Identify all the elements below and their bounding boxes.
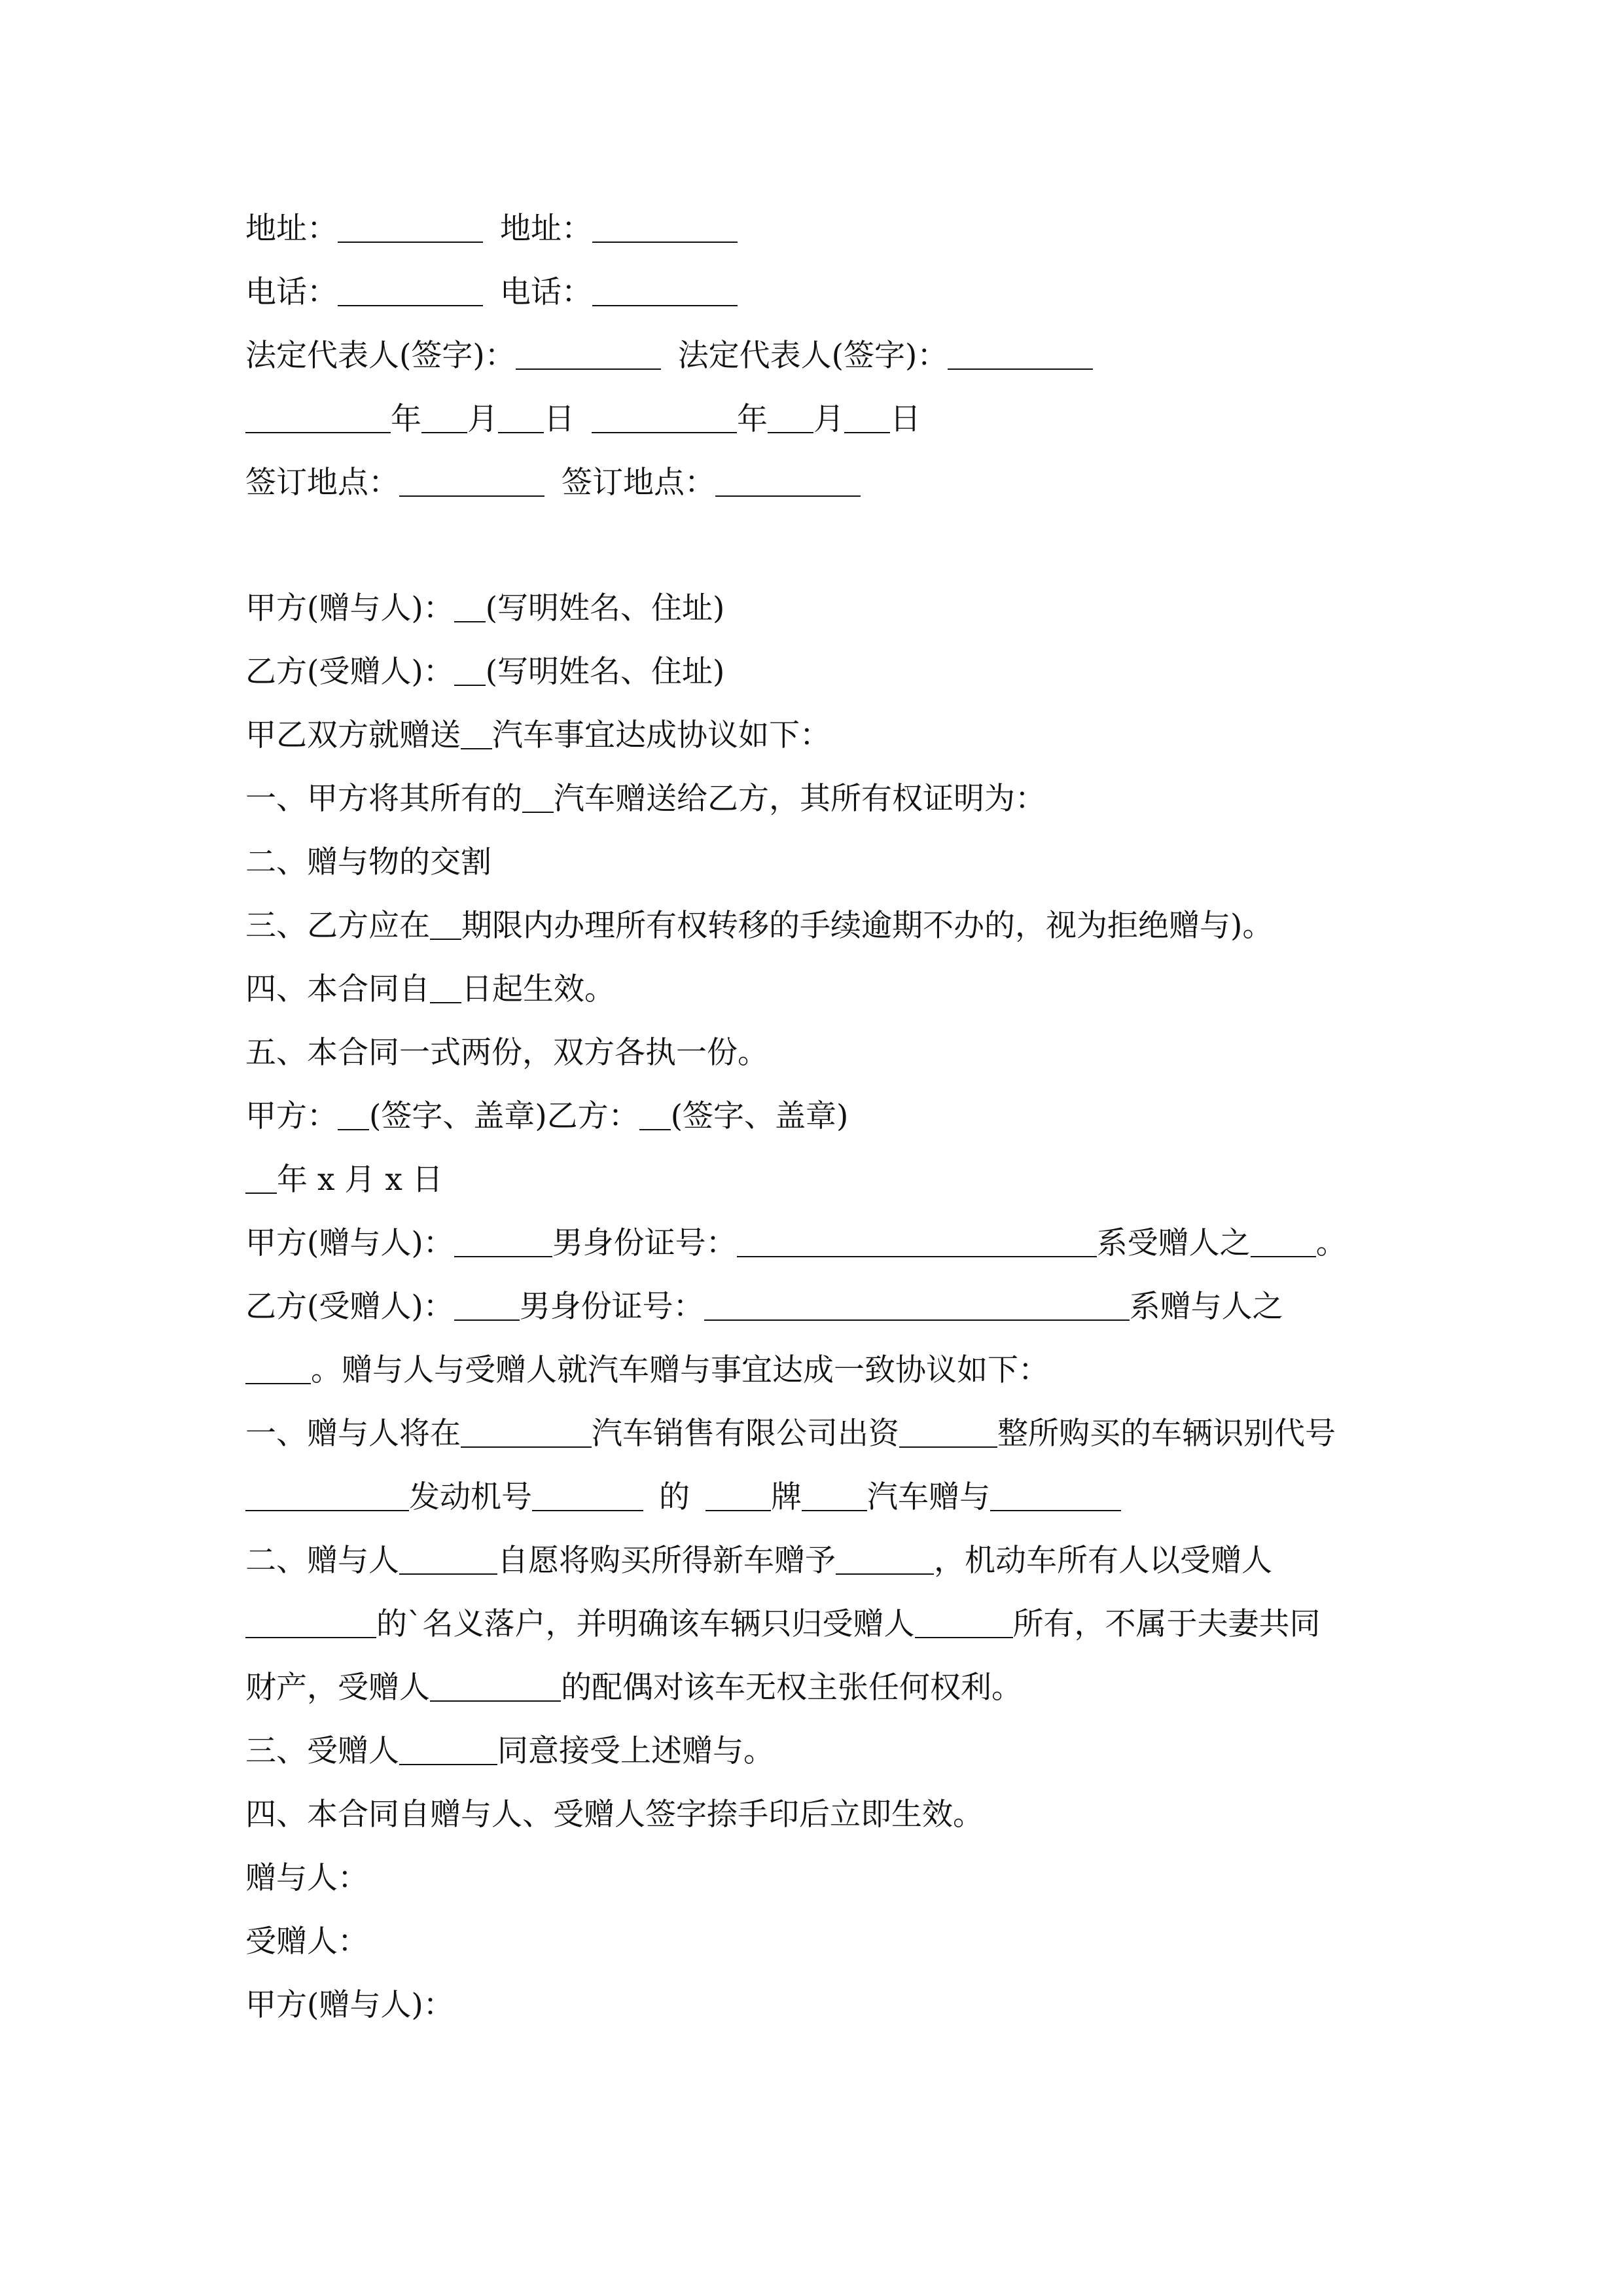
donor-label: 甲方(赠与人)： [245,1225,454,1261]
punctuation: 。 [1315,1225,1347,1261]
clause-text: 期限内办理所有权转移的手续逾期不办的，视为拒绝赠与)。 [461,908,1274,944]
clause-text: 发动机号 [409,1479,532,1515]
clause-1-line-1 [245,1414,1336,1454]
clause-5 [245,1033,768,1073]
clause-text: 二、赠与物的交割 [245,844,491,880]
clause-text: 整所购买的车辆识别代号 [997,1416,1336,1452]
year-label: 年 [737,401,768,437]
donor-name-blank [454,1230,552,1257]
relation-blank [245,1357,311,1384]
party-a-final [245,1986,454,2025]
date-line [245,400,921,439]
clause-2-line-1 [245,1541,1272,1581]
month-blank [421,406,467,433]
amount-blank [899,1420,997,1448]
phone-blank [592,279,738,306]
phone-label: 电话： [245,274,338,310]
clause-text: 财产，受赠人 [245,1670,430,1706]
year-blank [245,1166,277,1194]
clause-2 [245,843,491,882]
address-blank [592,215,738,243]
clause-3 [245,1732,774,1771]
clause-2-line-3 [245,1668,1022,1708]
sign-note: (签字、盖章) [670,1098,849,1134]
clause-text: 的 [659,1479,690,1515]
engine-number-blank [532,1484,643,1511]
legal-rep-label: 法定代表人(签字)： [245,338,516,374]
sign-note: (签字、盖章)乙方： [369,1098,639,1134]
relation-blank [1251,1230,1316,1257]
clause-text: 汽车赠与 [867,1479,990,1515]
party-b-sign-blank [639,1103,671,1130]
legal-rep-line [245,336,1093,376]
legal-rep-blank [948,342,1093,370]
party-a-sign-label: 甲方： [245,1098,338,1134]
party-b-line [245,653,724,692]
legal-rep-blank [516,342,661,370]
party-b-blank [454,658,486,686]
month-blank [768,406,813,433]
party-a-label: 甲方(赠与人)： [245,590,454,626]
donee-name-blank [430,1674,561,1702]
month-label: 月 [813,401,844,437]
party-a-note: (写明姓名、住址) [485,590,725,626]
id-label: 男身份证号： [552,1225,737,1261]
signature-line [245,1097,848,1136]
signing-place-label: 签订地点： [562,465,715,501]
day-label: 日 [544,401,575,437]
id-number-blank [737,1230,1097,1257]
donee-name-blank [454,1293,520,1321]
donor-signature [245,1859,368,1898]
brand-blank [705,1484,771,1511]
agreement-intro-line [245,1351,1049,1390]
clause-text: 自愿将购买所得新车赠予 [497,1543,836,1579]
month-label: 月 [467,401,498,437]
date-blank [430,976,461,1003]
clause-1-line-2 [245,1478,1121,1517]
party-b-note: (写明姓名、住址) [485,654,725,690]
clause-text: 四、本合同自赠与人、受赠人签字捺手印后立即生效。 [245,1797,984,1833]
vin-blank [245,1484,409,1511]
donor-line [245,1224,1347,1263]
clause-4 [245,970,615,1009]
dealer-blank [461,1420,592,1448]
legal-rep-label: 法定代表人(签字)： [677,338,948,374]
signing-place-label: 签订地点： [245,465,399,501]
donee-name-blank [245,1611,376,1638]
donor-name-blank [399,1547,497,1575]
agreement-date: 年 x 月 x 日 [277,1162,443,1198]
intro-text: 甲乙双方就赠送 [245,717,461,753]
clause-text: 同意接受上述赠与。 [497,1733,774,1769]
period-blank [430,912,461,940]
address-blank [338,215,483,243]
party-a-final-label: 甲方(赠与人)： [245,1987,454,2023]
clause-1 [245,780,1046,819]
clause-2-line-2 [245,1605,1321,1644]
clause-text: 五、本合同一式两份，双方各执一份。 [245,1035,768,1071]
clause-text: 三、乙方应在 [245,908,430,944]
clause-text: 一、赠与人将在 [245,1416,461,1452]
model-blank [802,1484,867,1511]
clause-text: 四、本合同自 [245,971,430,1007]
clause-text: 一、甲方将其所有的 [245,781,522,817]
clause-text: 日起生效。 [461,971,615,1007]
clause-text: 三、受赠人 [245,1733,399,1769]
clause-text: 所有，不属于夫妻共同 [1012,1606,1321,1642]
clause-text: 汽车销售有限公司出资 [592,1416,899,1452]
donee-line [245,1287,1283,1327]
donee-signature [245,1922,368,1962]
phone-label: 电话： [500,274,592,310]
signing-place-line [245,463,861,503]
party-b-label: 乙方(受赠人)： [245,654,454,690]
donee-name-blank [915,1611,1013,1638]
clause-text: ，机动车所有人以受赠人 [934,1543,1272,1579]
donee-name-blank [399,1738,497,1765]
phone-blank [338,279,483,306]
intro-line [245,716,830,755]
clause-text: 牌 [771,1479,802,1515]
party-a-line [245,589,724,628]
intro-text: 汽车事宜达成协议如下： [492,717,830,753]
id-label: 男身份证号： [519,1289,704,1325]
year-blank [245,406,391,433]
donee-label: 乙方(受赠人)： [245,1289,454,1325]
party-a-blank [454,595,486,622]
year-blank [592,406,737,433]
relation-label: 系受赠人之 [1096,1225,1251,1261]
year-label: 年 [391,401,421,437]
clause-text: 二、赠与人 [245,1543,399,1579]
recipient-blank [990,1484,1121,1511]
clause-text: 的配偶对该车无权主张任何权利。 [561,1670,1022,1706]
day-blank [844,406,890,433]
address-label: 地址： [245,211,338,247]
car-blank [461,722,492,749]
day-blank [498,406,544,433]
clause-text: 汽车赠送给乙方，其所有权证明为： [554,781,1046,817]
clause-text: 的`名义落户，并明确该车辆只归受赠人 [376,1606,915,1642]
relation-label: 系赠与人之 [1129,1289,1283,1325]
address-line [245,209,738,249]
signing-place-blank [399,469,544,497]
donor-signature-label: 赠与人： [245,1860,368,1896]
car-blank [522,785,554,813]
clause-3 [245,906,1273,946]
phone-line [245,273,738,312]
signing-place-blank [715,469,861,497]
address-label: 地址： [500,211,592,247]
id-number-blank [704,1293,1130,1321]
party-a-sign-blank [338,1103,369,1130]
recipient-blank [836,1547,934,1575]
day-label: 日 [890,401,921,437]
donee-signature-label: 受赠人： [245,1924,368,1960]
agreement-date-line [245,1160,443,1200]
clause-4 [245,1795,984,1835]
intro-text: 。赠与人与受赠人就汽车赠与事宜达成一致协议如下： [311,1352,1049,1388]
